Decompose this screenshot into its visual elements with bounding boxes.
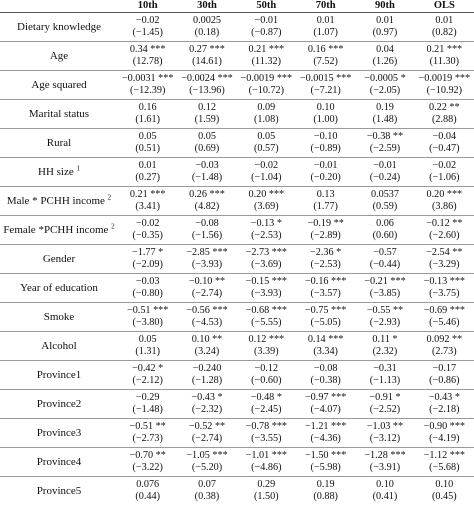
table-row <box>0 361 474 376</box>
statistic-cell: (−3.57) <box>310 288 341 299</box>
statistic-cell: (2.88) <box>432 114 457 125</box>
header-10th: 10th <box>137 0 158 11</box>
coefficient-cell: 0.20 *** <box>415 187 474 202</box>
statistic-cell: (1.61) <box>135 114 160 125</box>
coefficient-cell: −0.08 <box>177 216 236 231</box>
coefficient-cell: 0.22 ** <box>415 100 474 115</box>
statistic-cell: (1.48) <box>372 114 398 125</box>
statistic-cell: (−2.93) <box>369 317 401 328</box>
row-label-text: Province2 <box>36 397 82 410</box>
statistic-cell: (−0.60) <box>251 375 282 386</box>
statistic-cell: (3.24) <box>194 346 220 357</box>
statistic-cell: (3.39) <box>254 346 279 357</box>
statistic-cell: (0.97) <box>372 27 398 38</box>
statistic-cell: (−10.92) <box>426 85 463 96</box>
statistic-cell: (−2.05) <box>369 85 401 96</box>
statistic-cell: (1.59) <box>194 114 220 125</box>
statistic-cell: (−0.87) <box>251 27 282 38</box>
coefficient-cell: −0.0005 * <box>355 71 414 86</box>
statistic-cell: (−1.45) <box>132 27 163 38</box>
coefficient-cell: 0.01 <box>296 13 355 28</box>
coefficient-cell: −0.240 <box>177 361 236 376</box>
statistic-cell: (14.61) <box>192 56 222 67</box>
coefficient-cell: 0.01 <box>118 158 177 173</box>
row-label-text: Male * PCHH income <box>6 194 105 207</box>
coefficient-cell: 0.12 <box>177 100 236 115</box>
statistic-cell: (0.18) <box>194 27 220 38</box>
coefficient-cell: 0.20 *** <box>237 187 296 202</box>
statistic-cell: (−1.48) <box>191 172 223 183</box>
coefficient-cell: −0.75 *** <box>296 303 355 318</box>
coefficient-cell: 0.01 <box>355 13 414 28</box>
row-label <box>0 332 118 361</box>
row-label-text: Age <box>49 49 69 62</box>
table-body <box>0 13 474 506</box>
coefficient-cell: −0.04 <box>415 129 474 144</box>
coefficient-cell: −0.02 <box>118 216 177 231</box>
statistic-cell: (−5.46) <box>429 317 460 328</box>
statistic-cell: (−13.96) <box>189 85 225 96</box>
table-row <box>0 303 474 318</box>
statistic-cell: (−2.74) <box>191 288 223 299</box>
row-label-text: Year of education <box>20 281 98 294</box>
table-row <box>0 100 474 115</box>
coefficient-cell: 0.12 *** <box>237 332 296 347</box>
table-row <box>0 42 474 57</box>
statistic-cell: (11.32) <box>251 56 281 67</box>
statistic-cell: (1.00) <box>313 114 338 125</box>
coefficient-cell: 0.076 <box>118 477 177 492</box>
statistic-cell: (0.59) <box>372 201 398 212</box>
coefficient-cell: 0.10 <box>415 477 474 492</box>
statistic-cell: (−4.19) <box>429 433 460 444</box>
statistic-cell: (−2.45) <box>251 404 282 415</box>
statistic-cell: (−2.59) <box>369 143 401 154</box>
coefficient-cell: −0.13 *** <box>415 274 474 289</box>
statistic-cell: (−3.93) <box>251 288 282 299</box>
coefficient-cell: −0.15 *** <box>237 274 296 289</box>
coefficient-cell: 0.26 *** <box>177 187 236 202</box>
statistic-cell: (0.57) <box>254 143 279 154</box>
statistic-cell: (1.77) <box>313 201 338 212</box>
coefficient-cell: −1.28 *** <box>355 448 414 463</box>
coefficient-cell: 0.19 <box>355 100 414 115</box>
coefficient-cell: 0.16 <box>118 100 177 115</box>
footnote-marker: 2 <box>111 221 115 230</box>
row-label-text: Female *PCHH income <box>3 223 109 236</box>
statistic-cell: (−4.36) <box>310 433 341 444</box>
row-label-text: Dietary knowledge <box>17 20 101 33</box>
coefficient-cell: 0.10 <box>355 477 414 492</box>
statistic-cell: (0.41) <box>372 491 398 502</box>
coefficient-cell: −1.77 * <box>118 245 177 260</box>
coefficient-cell: −1.03 ** <box>355 419 414 434</box>
statistic-cell: (−2.73) <box>132 433 163 444</box>
coefficient-cell: 0.0537 <box>355 187 414 202</box>
coefficient-cell: 0.11 * <box>355 332 414 347</box>
row-label <box>0 158 118 187</box>
coefficient-cell: −1.50 *** <box>296 448 355 463</box>
statistic-cell: (−0.44) <box>369 259 401 270</box>
coefficient-cell: 0.14 *** <box>296 332 355 347</box>
statistic-cell: (−2.12) <box>132 375 163 386</box>
row-label <box>0 361 118 390</box>
statistic-cell: (−5.98) <box>310 462 341 473</box>
coefficient-cell: −0.01 <box>355 158 414 173</box>
coefficient-cell: 0.10 ** <box>177 332 236 347</box>
coefficient-cell: −0.38 ** <box>355 129 414 144</box>
table-row <box>0 245 474 260</box>
coefficient-cell: −0.01 <box>237 13 296 28</box>
coefficient-cell: −0.10 <box>296 129 355 144</box>
row-label-text: Province4 <box>36 455 82 468</box>
coefficient-cell: −0.91 * <box>355 390 414 405</box>
coefficient-cell: 0.06 <box>355 216 414 231</box>
coefficient-cell: −0.97 *** <box>296 390 355 405</box>
coefficient-cell: 0.07 <box>177 477 236 492</box>
statistic-cell: (1.26) <box>372 56 398 67</box>
coefficient-cell: 0.29 <box>237 477 296 492</box>
coefficient-cell: 0.16 *** <box>296 42 355 57</box>
header-ols: OLS <box>433 0 455 11</box>
statistic-cell: (−1.04) <box>251 172 282 183</box>
statistic-cell: (−3.12) <box>369 433 401 444</box>
statistic-cell: (−5.05) <box>310 317 341 328</box>
coefficient-cell: −0.43 * <box>177 390 236 405</box>
row-label <box>0 129 118 158</box>
table-row <box>0 448 474 463</box>
footnote-marker: 1 <box>76 163 80 172</box>
coefficient-cell: −2.36 * <box>296 245 355 260</box>
coefficient-cell: −0.68 *** <box>237 303 296 318</box>
coefficient-cell: −0.03 <box>118 274 177 289</box>
coefficient-cell: −0.69 *** <box>415 303 474 318</box>
coefficient-cell: −0.42 * <box>118 361 177 376</box>
coefficient-cell: −0.01 <box>296 158 355 173</box>
coefficient-cell: −0.21 *** <box>355 274 414 289</box>
statistic-cell: (−3.85) <box>369 288 401 299</box>
row-label <box>0 274 118 303</box>
coefficient-cell: −1.01 *** <box>237 448 296 463</box>
statistic-cell: (−1.56) <box>191 230 223 241</box>
statistic-cell: (−0.20) <box>310 172 341 183</box>
statistic-cell: (−0.35) <box>132 230 163 241</box>
statistic-cell: (−5.68) <box>429 462 460 473</box>
coefficient-cell: −0.16 *** <box>296 274 355 289</box>
row-label <box>0 303 118 332</box>
statistic-cell: (1.07) <box>313 27 338 38</box>
coefficient-cell: −0.90 *** <box>415 419 474 434</box>
table-row <box>0 216 474 231</box>
table-row <box>0 158 474 173</box>
coefficient-cell: −2.85 *** <box>177 245 236 260</box>
statistic-cell: (−3.91) <box>369 462 401 473</box>
coefficient-cell: −1.05 *** <box>177 448 236 463</box>
statistic-cell: (−3.55) <box>251 433 282 444</box>
statistic-cell: (11.30) <box>429 56 459 67</box>
row-label-text: HH size <box>38 165 74 178</box>
statistic-cell: (0.51) <box>135 143 160 154</box>
statistic-cell: (2.73) <box>432 346 457 357</box>
row-label <box>0 390 118 419</box>
coefficient-cell: 0.04 <box>355 42 414 57</box>
coefficient-cell: −0.0015 *** <box>296 71 355 86</box>
coefficient-cell: −0.48 * <box>237 390 296 405</box>
table-header <box>0 0 474 13</box>
coefficient-cell: −0.70 ** <box>118 448 177 463</box>
coefficient-cell: −0.0031 *** <box>118 71 177 86</box>
header-50th: 50th <box>256 0 277 11</box>
coefficient-cell: 0.01 <box>415 13 474 28</box>
row-label <box>0 419 118 448</box>
coefficient-cell: 0.27 *** <box>177 42 236 57</box>
statistic-cell: (−0.24) <box>369 172 401 183</box>
row-label-text: Marital status <box>28 107 90 120</box>
statistic-cell: (−2.09) <box>132 259 163 270</box>
coefficient-cell: 0.34 *** <box>118 42 177 57</box>
coefficient-cell: −2.54 ** <box>415 245 474 260</box>
statistic-cell: (4.82) <box>194 201 220 212</box>
row-label-text: Age squared <box>31 78 87 91</box>
row-label-text: Rural <box>46 136 72 149</box>
statistic-cell: (0.60) <box>372 230 398 241</box>
row-label-text: Smoke <box>43 310 75 323</box>
header-variable <box>0 0 118 13</box>
coefficient-cell: −0.51 *** <box>118 303 177 318</box>
statistic-cell: (−2.53) <box>251 230 282 241</box>
statistic-cell: (0.88) <box>313 491 338 502</box>
statistic-cell: (−3.22) <box>132 462 163 473</box>
row-label <box>0 187 118 216</box>
statistic-cell: (−5.55) <box>251 317 282 328</box>
statistic-cell: (−1.28) <box>191 375 223 386</box>
statistic-cell: (0.44) <box>135 491 160 502</box>
coefficient-cell: −0.31 <box>355 361 414 376</box>
statistic-cell: (12.78) <box>132 56 163 67</box>
statistic-cell: (0.69) <box>194 143 220 154</box>
header-30th: 30th <box>197 0 217 11</box>
table-row <box>0 13 474 28</box>
coefficient-cell: −0.08 <box>296 361 355 376</box>
statistic-cell: (−7.21) <box>310 85 341 96</box>
coefficient-cell: 0.05 <box>118 129 177 144</box>
statistic-cell: (0.45) <box>432 491 457 502</box>
coefficient-cell: −0.13 * <box>237 216 296 231</box>
statistic-cell: (−3.80) <box>132 317 163 328</box>
statistic-cell: (3.69) <box>254 201 279 212</box>
coefficient-cell: 0.10 <box>296 100 355 115</box>
header-90th: 90th <box>375 0 395 11</box>
statistic-cell: (−2.74) <box>191 433 223 444</box>
coefficient-cell: −0.02 <box>415 158 474 173</box>
table-row <box>0 390 474 405</box>
row-label <box>0 477 118 506</box>
statistic-cell: (0.82) <box>432 27 457 38</box>
coefficient-cell: 0.092 ** <box>415 332 474 347</box>
statistic-cell: (−0.89) <box>310 143 341 154</box>
statistic-cell: (0.27) <box>135 172 160 183</box>
statistic-cell: (−4.07) <box>310 404 341 415</box>
statistic-cell: (−3.29) <box>429 259 460 270</box>
row-label <box>0 42 118 71</box>
coefficient-cell: −0.0019 *** <box>237 71 296 86</box>
coefficient-cell: −0.78 *** <box>237 419 296 434</box>
table-row <box>0 419 474 434</box>
statistic-cell: (2.32) <box>372 346 398 357</box>
coefficient-cell: 0.05 <box>118 332 177 347</box>
table-row <box>0 129 474 144</box>
table-row <box>0 187 474 202</box>
statistic-cell: (1.50) <box>254 491 279 502</box>
row-label <box>0 100 118 129</box>
coefficient-cell: −0.02 <box>237 158 296 173</box>
coefficient-cell: −0.51 ** <box>118 419 177 434</box>
statistic-cell: (−2.89) <box>310 230 341 241</box>
coefficient-cell: −0.19 ** <box>296 216 355 231</box>
statistic-cell: (−4.86) <box>251 462 282 473</box>
coefficient-cell: −1.12 *** <box>415 448 474 463</box>
table-row <box>0 477 474 492</box>
statistic-cell: (−0.47) <box>429 143 460 154</box>
statistic-cell: (−0.38) <box>310 375 341 386</box>
statistic-cell: (3.41) <box>135 201 160 212</box>
row-label-text: Gender <box>42 252 76 265</box>
coefficient-cell: −1.21 *** <box>296 419 355 434</box>
coefficient-cell: −0.43 * <box>415 390 474 405</box>
statistic-cell: (−0.80) <box>132 288 163 299</box>
coefficient-cell: −0.0019 *** <box>415 71 474 86</box>
statistic-cell: (0.38) <box>194 491 220 502</box>
statistic-cell: (−1.48) <box>132 404 163 415</box>
table-row <box>0 71 474 86</box>
coefficient-cell: −0.52 ** <box>177 419 236 434</box>
row-label <box>0 216 118 245</box>
statistic-cell: (7.52) <box>313 56 338 67</box>
statistic-cell: (−5.20) <box>191 462 223 473</box>
row-label-text: Province3 <box>36 426 82 439</box>
header-70th: 70th <box>315 0 336 11</box>
row-label-text: Province1 <box>36 368 82 381</box>
statistic-cell: (−2.53) <box>310 259 341 270</box>
statistic-cell: (−2.32) <box>191 404 223 415</box>
coefficient-cell: −0.55 ** <box>355 303 414 318</box>
coefficient-cell: 0.05 <box>237 129 296 144</box>
coefficient-cell: −0.56 *** <box>177 303 236 318</box>
row-label <box>0 245 118 274</box>
coefficient-cell: −0.0024 *** <box>177 71 236 86</box>
row-label <box>0 448 118 477</box>
footnote-marker: 2 <box>107 192 112 201</box>
statistic-cell: (3.86) <box>432 201 457 212</box>
table-row <box>0 274 474 289</box>
coefficient-cell: 0.21 *** <box>237 42 296 57</box>
coefficient-cell: −0.02 <box>118 13 177 28</box>
coefficient-cell: −2.73 *** <box>237 245 296 260</box>
coefficient-cell: 0.19 <box>296 477 355 492</box>
coefficient-cell: −0.29 <box>118 390 177 405</box>
statistic-cell: (−1.13) <box>369 375 401 386</box>
statistic-cell: (−3.75) <box>429 288 460 299</box>
coefficient-cell: −0.03 <box>177 158 236 173</box>
statistic-cell: (3.34) <box>313 346 338 357</box>
coefficient-cell: −0.17 <box>415 361 474 376</box>
coefficient-cell: −0.12 <box>237 361 296 376</box>
statistic-cell: (−3.93) <box>191 259 223 270</box>
row-label <box>0 13 118 42</box>
coefficient-cell: 0.0025 <box>177 13 236 28</box>
statistic-cell: (−2.60) <box>429 230 460 241</box>
coefficient-cell: −0.10 ** <box>177 274 236 289</box>
coefficient-cell: 0.21 *** <box>415 42 474 57</box>
statistic-cell: (−0.86) <box>429 375 460 386</box>
statistic-cell: (1.31) <box>135 346 160 357</box>
row-label-text: Alcohol <box>41 339 77 352</box>
statistic-cell: (−10.72) <box>248 85 285 96</box>
statistic-cell: (−1.06) <box>429 172 460 183</box>
statistic-cell: (−3.69) <box>251 259 282 270</box>
coefficient-cell: 0.09 <box>237 100 296 115</box>
coefficient-cell: 0.05 <box>177 129 236 144</box>
statistic-cell: (−4.53) <box>191 317 223 328</box>
statistic-cell: (1.08) <box>254 114 279 125</box>
row-label-text: Province5 <box>36 484 82 497</box>
statistic-cell: (−12.39) <box>129 85 166 96</box>
statistic-cell: (−2.18) <box>429 404 460 415</box>
row-label <box>0 71 118 100</box>
coefficient-cell: 0.13 <box>296 187 355 202</box>
coefficient-cell: 0.21 *** <box>118 187 177 202</box>
table-row <box>0 332 474 347</box>
coefficient-cell: −0.57 <box>355 245 414 260</box>
coefficient-cell: −0.12 ** <box>415 216 474 231</box>
statistic-cell: (−2.52) <box>369 404 401 415</box>
